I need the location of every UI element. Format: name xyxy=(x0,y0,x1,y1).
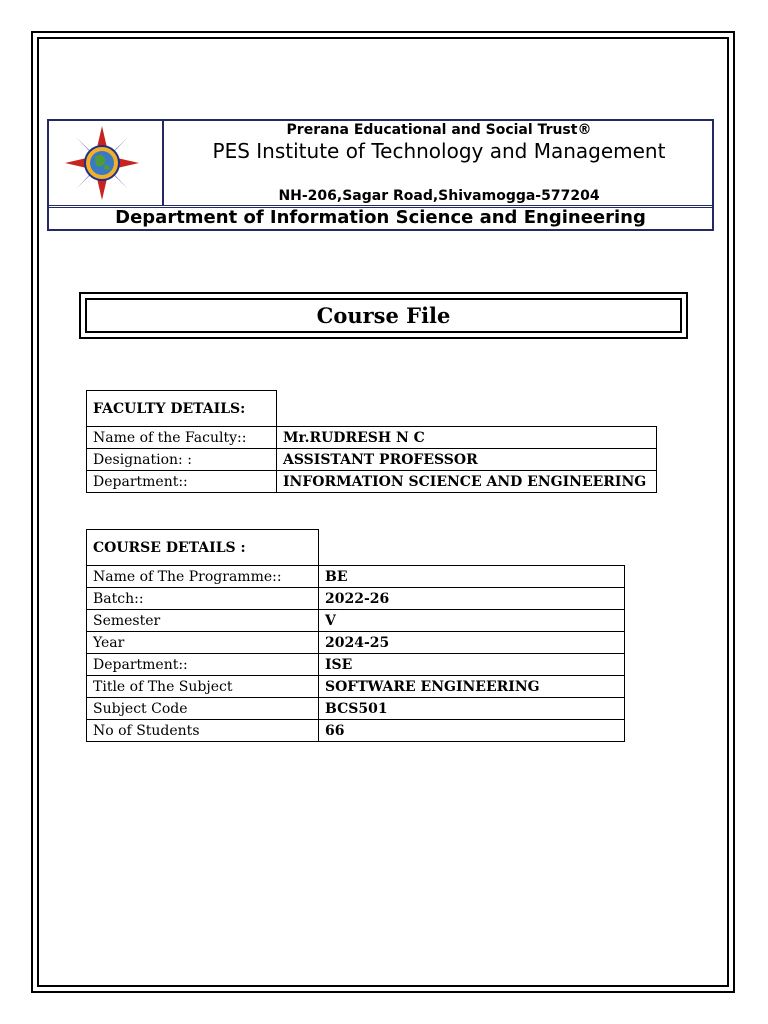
row-label: Batch:: xyxy=(87,588,319,610)
course-heading: COURSE DETAILS : xyxy=(87,530,319,566)
logo-cell xyxy=(49,121,164,205)
row-value: 66 xyxy=(319,720,625,742)
faculty-details-table xyxy=(86,390,657,493)
table-row xyxy=(87,471,657,493)
institute-header xyxy=(47,119,714,231)
table-row xyxy=(87,588,625,610)
table-row xyxy=(87,566,625,588)
table-cell-empty xyxy=(277,391,657,427)
table-row xyxy=(87,632,625,654)
table-header-row xyxy=(87,530,625,566)
header-top-row xyxy=(49,121,712,205)
table-cell-empty xyxy=(319,530,625,566)
row-label: Year xyxy=(87,632,319,654)
faculty-heading: FACULTY DETAILS: xyxy=(87,391,277,427)
row-value: 2022-26 xyxy=(319,588,625,610)
row-label: Department:: xyxy=(87,654,319,676)
trust-name: Prerana Educational and Social Trust® xyxy=(286,122,592,138)
institute-name: PES Institute of Technology and Management xyxy=(212,139,666,163)
row-label: Name of the Faculty:: xyxy=(87,427,277,449)
row-label: Department:: xyxy=(87,471,277,493)
course-file-title-box xyxy=(79,292,688,339)
row-value: BCS501 xyxy=(319,698,625,720)
row-value: ISE xyxy=(319,654,625,676)
row-label: Name of The Programme:: xyxy=(87,566,319,588)
row-label: Title of The Subject xyxy=(87,676,319,698)
table-row xyxy=(87,720,625,742)
table-row xyxy=(87,676,625,698)
table-row xyxy=(87,610,625,632)
department-title: Department of Information Science and Engineering xyxy=(115,207,646,228)
row-label: Semester xyxy=(87,610,319,632)
row-value: SOFTWARE ENGINEERING xyxy=(319,676,625,698)
row-label: Designation: : xyxy=(87,449,277,471)
table-row xyxy=(87,654,625,676)
row-label: No of Students xyxy=(87,720,319,742)
table-row xyxy=(87,427,657,449)
row-value: 2024-25 xyxy=(319,632,625,654)
institute-address: NH-206,Sagar Road,Shivamogga-577204 xyxy=(278,188,600,204)
page-title: Course File xyxy=(85,298,682,333)
table-row xyxy=(87,698,625,720)
row-value: INFORMATION SCIENCE AND ENGINEERING xyxy=(277,471,657,493)
table-header-row xyxy=(87,391,657,427)
row-label: Subject Code xyxy=(87,698,319,720)
course-details-table xyxy=(86,529,625,742)
row-value: BE xyxy=(319,566,625,588)
row-value: V xyxy=(319,610,625,632)
compass-globe-logo-icon xyxy=(62,124,142,202)
row-value: Mr.RUDRESH N C xyxy=(277,427,657,449)
table-row xyxy=(87,449,657,471)
row-value: ASSISTANT PROFESSOR xyxy=(277,449,657,471)
